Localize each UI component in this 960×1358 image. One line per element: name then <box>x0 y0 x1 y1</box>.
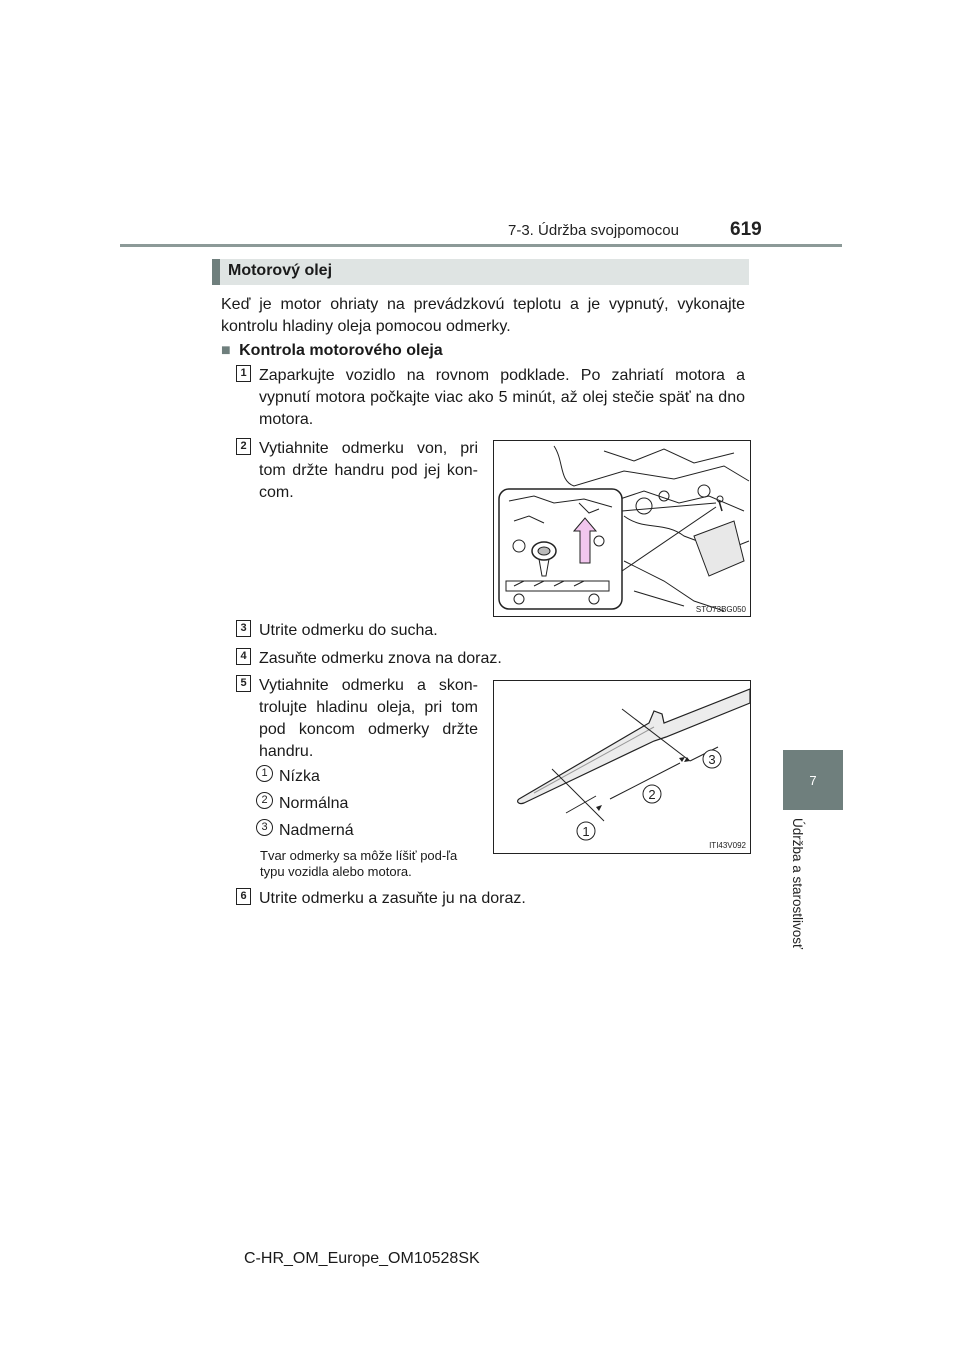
dipstick-mark-2: 2 <box>648 787 656 802</box>
step-2-number: 2 <box>236 438 251 455</box>
chapter-title: Údržba a starostlivosť <box>790 818 805 950</box>
step-5-text: Vytiahnite odmerku a skon-trolujte hladinu oleja, pri tom pod koncom odmerky držte handru. <box>259 677 478 760</box>
step-5-number: 5 <box>236 675 251 692</box>
level-2-label: Normálna <box>279 795 349 812</box>
dipstick-figure-code: ITI43V092 <box>709 841 746 850</box>
step-4-text: Zasuňte odmerku znova na doraz. <box>259 650 502 667</box>
dipstick-mark-3: 3 <box>708 752 716 767</box>
engine-figure-code: STO73BG050 <box>695 605 746 614</box>
engine-figure <box>493 440 751 617</box>
section-heading <box>212 259 749 285</box>
level-1-marker: 1 <box>256 765 273 782</box>
engine-illustration <box>494 441 750 616</box>
level-3-label: Nadmerná <box>279 822 354 839</box>
bullet-square-icon: ■ <box>221 342 231 359</box>
step-1-number: 1 <box>236 365 251 382</box>
step-6-number: 6 <box>236 888 251 905</box>
section-title: Motorový olej <box>228 262 333 279</box>
header-divider <box>120 244 842 247</box>
intro-paragraph: Keď je motor ohriaty na prevádzkovú teplotu a je vypnutý, vykonajte kontrolu hladiny oleja pomocou odmerky. <box>221 296 745 335</box>
step-6-text: Utrite odmerku a zasuňte ju na doraz. <box>259 890 526 907</box>
level-2-marker: 2 <box>256 792 273 809</box>
chapter-title-vertical <box>783 818 811 968</box>
level-1-label: Nízka <box>279 768 320 785</box>
step-4-number: 4 <box>236 648 251 665</box>
step-3-text: Utrite odmerku do sucha. <box>259 622 438 639</box>
dipstick-mark-1: 1 <box>582 824 590 839</box>
level-3-marker: 3 <box>256 819 273 836</box>
page-number: 619 <box>730 219 762 240</box>
chapter-tab: 7 <box>783 750 843 810</box>
subsection-heading <box>221 340 443 362</box>
step-3-number: 3 <box>236 620 251 637</box>
step-1-text: Zaparkujte vozidlo na rovnom podklade. Po zahriatí motora a vypnutí motora počkajte viac ako 5 minút, až olej stečie späť na dno motora. <box>259 367 745 428</box>
dipstick-illustration <box>494 681 750 853</box>
section-heading-bar <box>212 259 220 285</box>
subsection-title: Kontrola motorového oleja <box>239 342 443 359</box>
header-section-title: 7-3. Údržba svojpomocou <box>508 222 679 239</box>
document-footer: C-HR_OM_Europe_OM10528SK <box>244 1250 480 1267</box>
step-2-text: Vytiahnite odmerku von, pri tom držte handru pod jej kon-com. <box>259 440 478 501</box>
note-text: Tvar odmerky sa môže líšiť pod-ľa typu vozidla alebo motora. <box>260 848 458 879</box>
dipstick-figure <box>493 680 751 854</box>
